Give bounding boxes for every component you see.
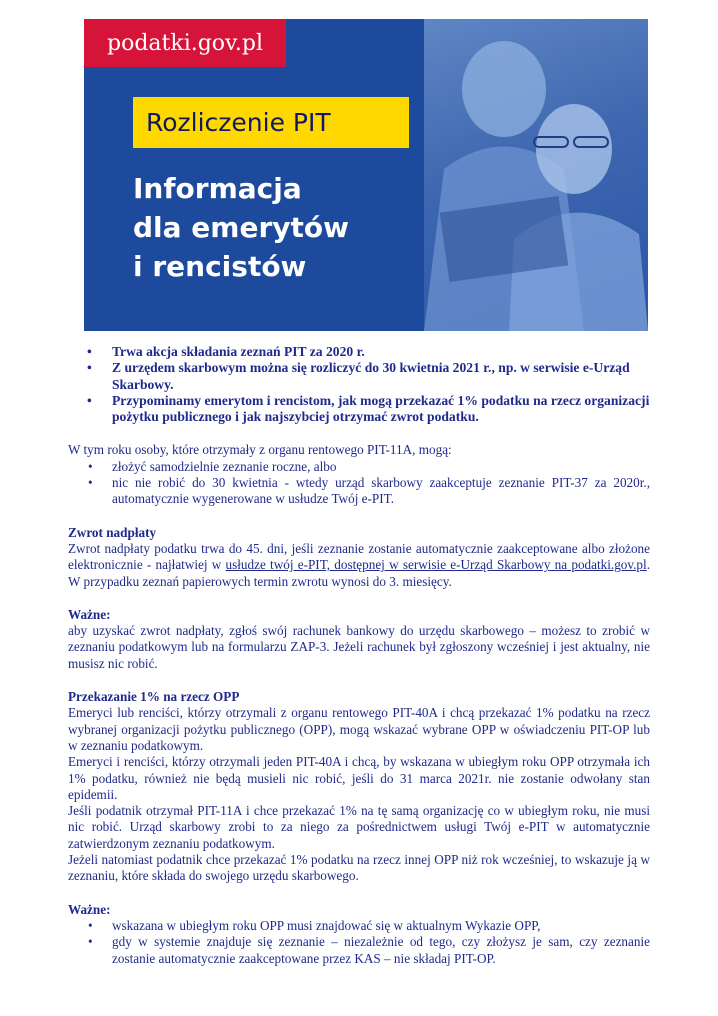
opp-paragraph: Jeżeli natomiast podatnik chce przekazać 1% podatku na rzecz innej OPP niż rok wcześniej, to wskazuje ją w zeznaniu, które składa do swojego urzędu skarbowego. — [68, 852, 650, 884]
hero-banner — [84, 19, 648, 331]
intro-text: W tym roku osoby, które otrzymały z organu rentowego PIT-11A, mogą: — [68, 442, 452, 458]
opp-paragraph: Emeryci i renciści, którzy otrzymali jeden PIT-40A i chcą, by wskazana w ubiegłym roku OPP otrzymała ich 1% podatku, również nie będą musieli nic robić, jeśli do 31 marca 2021r. nie zostanie odwołany stan epidemii. — [68, 754, 650, 802]
refund-text: Zwrot nadpłaty podatku trwa do 45. dni, jeśli zeznanie zostanie automatycznie zaakceptowane albo złożone elektronicznie - najłatwiej w usłudze twój e-PIT, dostępnej w serwisie e-Urząd Skarbowy na podatki.gov.pl. W przypadku zeznań papierowych termin zwrotu wynosi do 3. miesięcy. — [68, 540, 650, 589]
document-body — [68, 344, 650, 967]
page-title — [133, 169, 433, 286]
section-title: Zwrot nadpłaty — [68, 524, 157, 540]
list-item: • Przypominamy emerytom i rencistom, jak mogą przekazać 1% podatku na rzecz organizacji pożytku publicznego i jak najszybciej otrzymać zwrot podatku. — [112, 393, 650, 426]
site-logo: podatki.gov.pl — [84, 19, 286, 67]
section-title: Ważne: — [68, 606, 111, 622]
title-line: Informacja — [133, 172, 302, 205]
list-item: • gdy w systemie znajduje się zeznanie – niezależnie od tego, czy złożysz je sam, czy zeznanie zostanie automatycznie zaakceptowane przez KAS – nie składaj PIT-OP. — [112, 934, 650, 967]
title-line: i rencistów — [133, 250, 307, 283]
intro-list — [88, 459, 650, 508]
list-item: • Z urzędem skarbowym można się rozliczyć do 30 kwietnia 2021 r., np. w serwisie e-Urząd Skarbowy. — [112, 360, 650, 393]
opp-paragraph: Jeśli podatnik otrzymał PIT-11A i chce przekazać 1% na tę samą organizację co w ubiegłym roku, nie musi nic robić. Urząd skarbowy zrobi to za niego za pośrednictwem usługi Twój e-PIT w automatycznie zatwierdzonym zeznaniu podatkowym. — [68, 803, 650, 851]
title-line: dla emerytów — [133, 211, 349, 244]
e-pit-link[interactable]: usłudze twój e-PIT, dostępnej w serwisie e-Urząd Skarbowy na podatki.gov.pl — [225, 557, 647, 573]
key-points — [68, 344, 650, 425]
list-item: • złożyć samodzielnie zeznanie roczne, albo — [112, 459, 650, 475]
section-title: Przekazanie 1% na rzecz OPP — [68, 689, 240, 705]
seniors-photo — [424, 19, 648, 331]
important-text: aby uzyskać zwrot nadpłaty, zgłoś swój rachunek bankowy do urzędu skarbowego – możesz to zrobić w zeznaniu podatkowym lub na formularzu ZAP-3. Jeżeli rachunek był zgłoszony wcześniej i jest aktualny, nie musisz nic robić. — [68, 623, 650, 671]
opp-paragraph: Emeryci lub renciści, którzy otrzymali z organu rentowego PIT-40A i chcą przekazać 1% podatku na rzecz wybranej organizacji pożytku publicznego (OPP), mogą wskazać wybrane OPP w oświadczeniu PIT-OP lub w zeznaniu podatkowym. — [68, 705, 650, 753]
important-list — [88, 918, 650, 967]
list-item: • wskazana w ubiegłym roku OPP musi znajdować się w aktualnym Wykazie OPP, — [112, 918, 650, 934]
section-title: Ważne: — [68, 901, 111, 917]
list-item: • nic nie robić do 30 kwietnia - wtedy urząd skarbowy zaakceptuje zeznanie PIT-37 za 2020r., automatycznie wygenerowane w usłudze Twój e-PIT. — [112, 475, 650, 508]
badge-label: Rozliczenie PIT — [133, 97, 409, 148]
list-item: • Trwa akcja składania zeznań PIT za 2020 r. — [112, 344, 650, 360]
